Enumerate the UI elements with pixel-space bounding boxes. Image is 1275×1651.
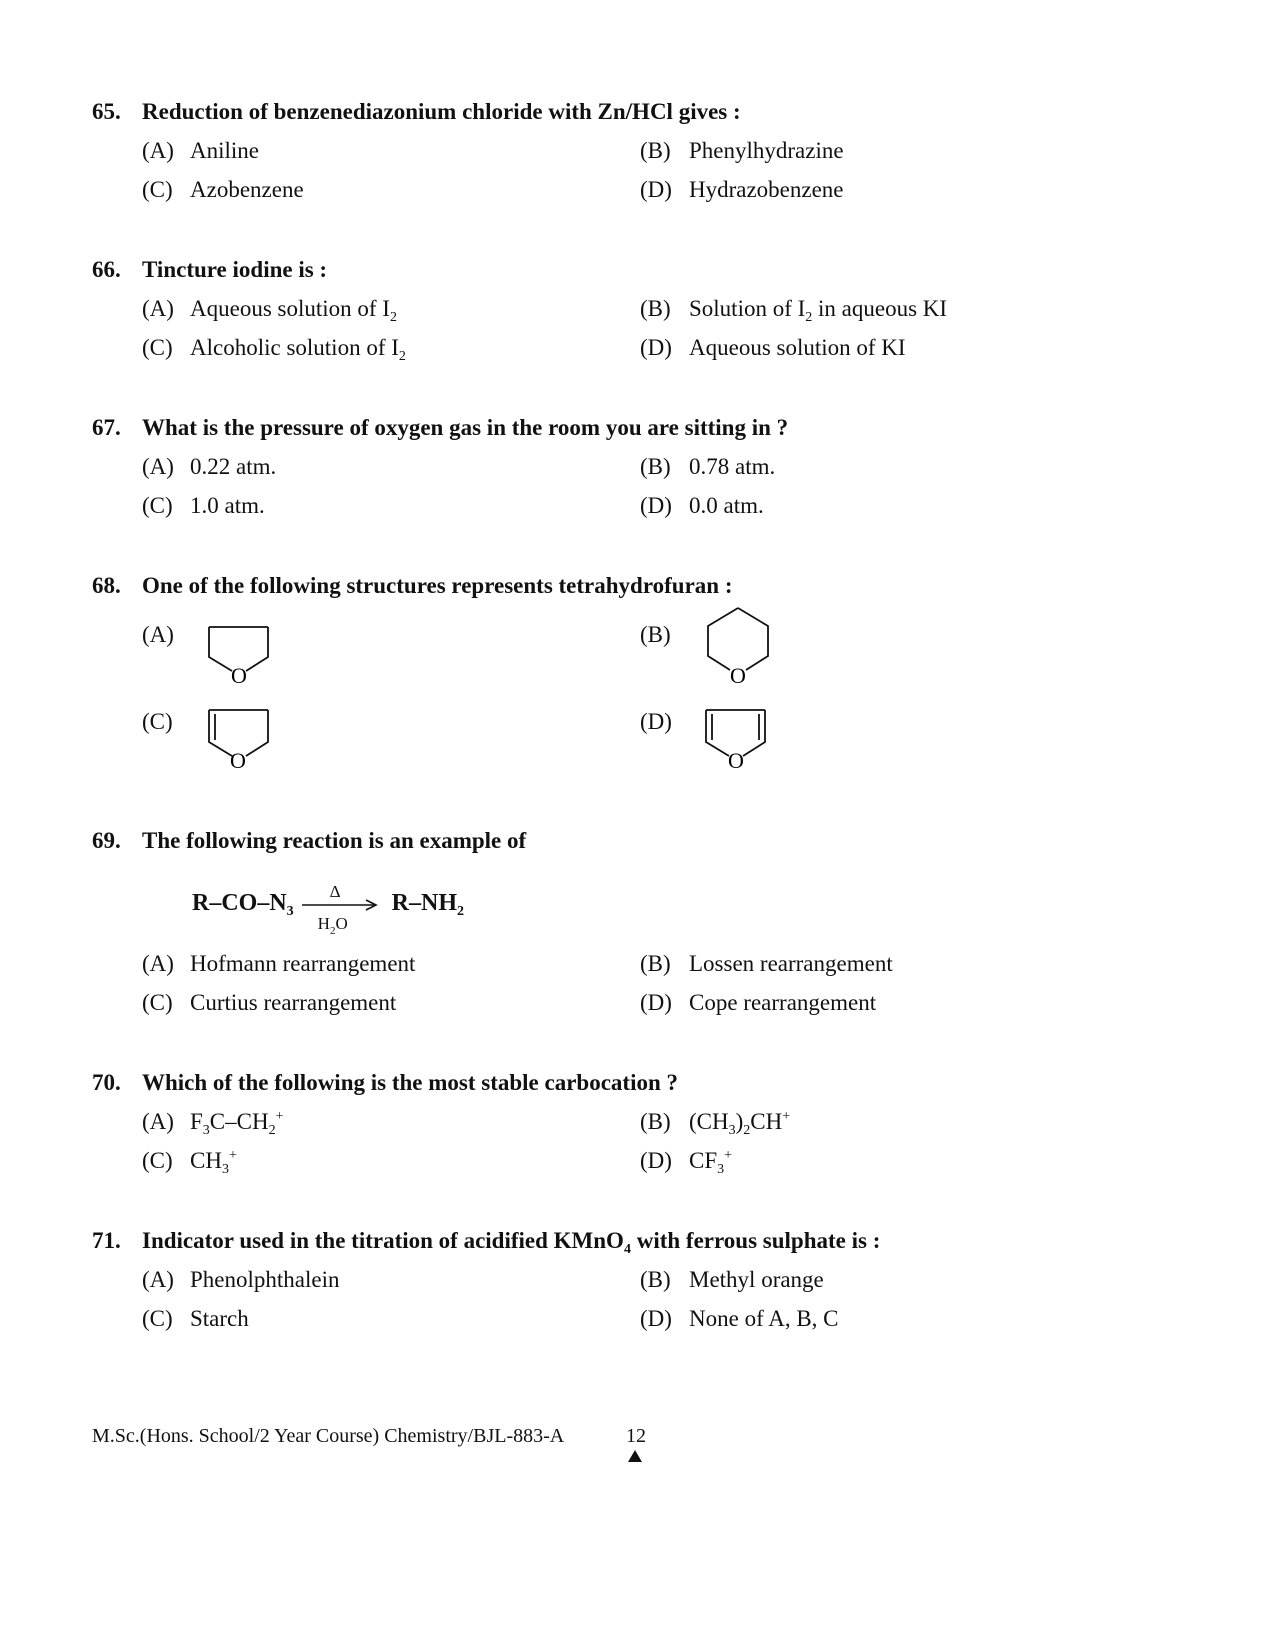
option-text: Cope rearrangement xyxy=(689,990,877,1015)
question-number: 65. xyxy=(92,99,121,124)
option-letter: (C) xyxy=(142,1306,173,1331)
option-text: 0.22 atm. xyxy=(190,454,277,479)
reaction-equation xyxy=(192,882,465,938)
option-letter: (C) xyxy=(142,177,173,202)
option-text: Azobenzene xyxy=(190,177,304,202)
option-letter: (D) xyxy=(640,1148,672,1173)
option-letter: (B) xyxy=(640,454,671,479)
option-text: Phenylhydrazine xyxy=(689,138,844,163)
oxygen-label: O xyxy=(728,748,744,770)
option-text: None of A, B, C xyxy=(689,1306,839,1331)
option-letter: (D) xyxy=(640,990,672,1015)
option-letter: (D) xyxy=(640,493,672,518)
oxygen-label: O xyxy=(730,663,746,686)
arrow-condition-above: Δ xyxy=(329,882,341,902)
option-text: $(CH_3)_2CH^+$ xyxy=(689,1109,791,1138)
option-text: Solution of $I_2$ in aqueous KI xyxy=(689,296,948,325)
question-number: 68. xyxy=(92,573,121,598)
option-letter: (A) xyxy=(142,1109,174,1134)
question-number: 67. xyxy=(92,415,121,440)
option-text: Aqueous solution of $I_2$ xyxy=(190,296,397,325)
option-letter: (A) xyxy=(142,138,174,163)
oxygen-label: O xyxy=(231,663,247,685)
option-text: $F_3C-CH_2^+$ xyxy=(190,1109,284,1138)
option-text: $CF_3^+$ xyxy=(689,1148,733,1177)
question-text: Which of the following is the most stable carbocation ? xyxy=(142,1070,679,1095)
question-text: Tincture iodine is : xyxy=(142,257,328,282)
structure-a xyxy=(200,615,280,685)
option-text: Methyl orange xyxy=(689,1267,824,1292)
option-text: 1.0 atm. xyxy=(190,493,265,518)
option-letter: (A) xyxy=(142,951,174,976)
option-text: 0.0 atm. xyxy=(689,493,764,518)
option-letter: (B) xyxy=(640,296,671,321)
structure-b xyxy=(698,602,778,686)
option-letter: (D) xyxy=(640,335,672,360)
question-number: 70. xyxy=(92,1070,121,1095)
option-text: Starch xyxy=(190,1306,249,1331)
option-text: Aqueous solution of KI xyxy=(689,335,906,360)
option-text: Phenolphthalein xyxy=(190,1267,340,1292)
product: $R-NH_2$ xyxy=(391,890,465,919)
option-letter: (C) xyxy=(142,990,173,1015)
option-text: 0.78 atm. xyxy=(689,454,776,479)
option-letter: (C) xyxy=(142,335,173,360)
option-text: Hydrazobenzene xyxy=(689,177,844,202)
option-letter: (C) xyxy=(142,493,173,518)
option-text: Aniline xyxy=(190,138,259,163)
oxygen-label: O xyxy=(230,748,246,770)
option-letter: (A) xyxy=(142,296,174,321)
option-text: Hofmann rearrangement xyxy=(190,951,416,976)
question-number: 69. xyxy=(92,828,121,853)
option-letter: (C) xyxy=(142,709,173,734)
structure-d xyxy=(697,700,777,770)
page-number: 12 xyxy=(626,1425,646,1447)
option-letter: (D) xyxy=(640,177,672,202)
option-letter: (B) xyxy=(640,951,671,976)
option-text: Alcoholic solution of $I_2$ xyxy=(190,335,406,364)
triangle-up-icon xyxy=(628,1450,642,1462)
question-text: One of the following structures represents tetrahydrofuran : xyxy=(142,573,733,598)
option-text: $CH_3^+$ xyxy=(190,1148,237,1177)
question-text: The following reaction is an example of xyxy=(142,828,527,853)
option-letter: (A) xyxy=(142,1267,174,1292)
option-text: Curtius rearrangement xyxy=(190,990,397,1015)
option-text: Lossen rearrangement xyxy=(689,951,893,976)
option-letter: (C) xyxy=(142,1148,173,1173)
option-letter: (D) xyxy=(640,1306,672,1331)
option-letter: (D) xyxy=(640,709,672,734)
reactant: $R-CO-N_3$ xyxy=(192,890,294,919)
question-number: 66. xyxy=(92,257,121,282)
reaction-arrow xyxy=(302,882,384,938)
question-text: Indicator used in the titration of acidified KMnO$_4$ with ferrous sulphate is : xyxy=(142,1228,881,1257)
option-letter: (B) xyxy=(640,1109,671,1134)
question-text: What is the pressure of oxygen gas in the room you are sitting in ? xyxy=(142,415,789,440)
option-letter: (B) xyxy=(640,622,671,647)
arrow-condition-below: $H_2O$ xyxy=(317,914,348,938)
footer-course-code: M.Sc.(Hons. School/2 Year Course) Chemistry/BJL-883-A xyxy=(92,1425,565,1447)
question-number: 71. xyxy=(92,1228,121,1253)
question-text: Reduction of benzenediazonium chloride with Zn/HCl gives : xyxy=(142,99,741,124)
option-letter: (A) xyxy=(142,622,174,647)
option-letter: (B) xyxy=(640,138,671,163)
option-letter: (B) xyxy=(640,1267,671,1292)
option-letter: (A) xyxy=(142,454,174,479)
structure-c xyxy=(200,700,280,770)
